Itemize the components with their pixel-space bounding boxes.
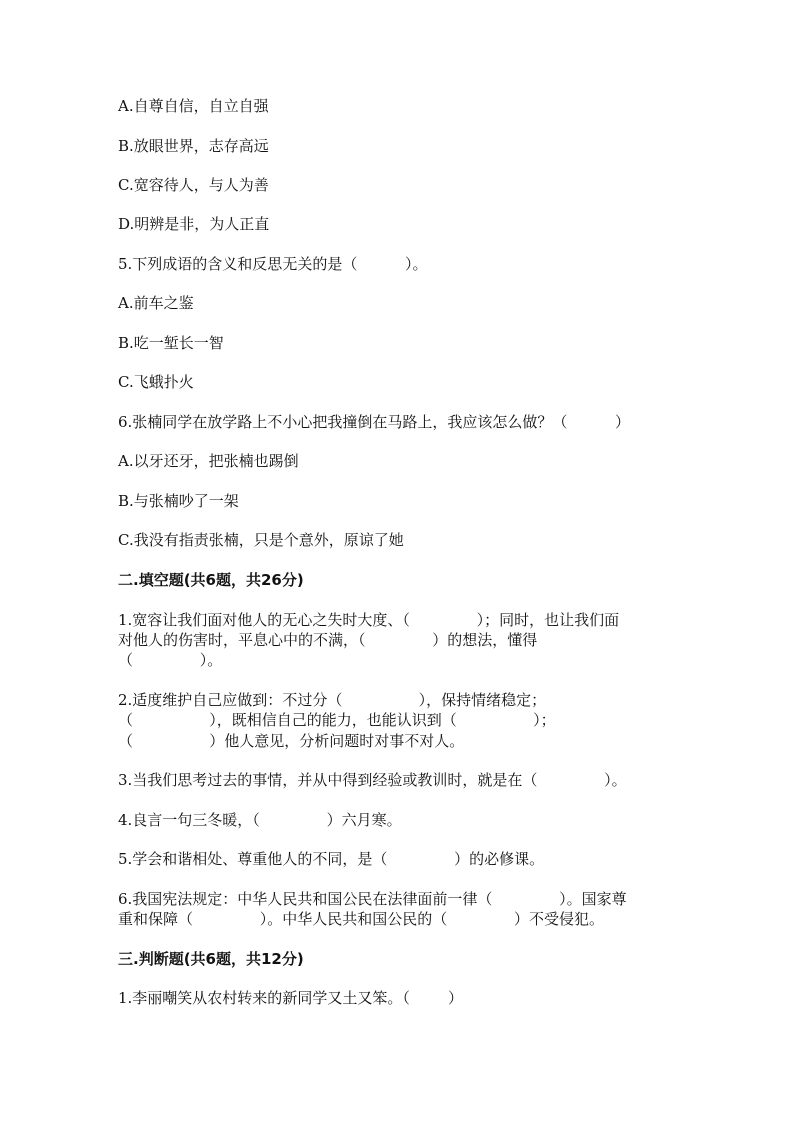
- fill-blank-6-line-1: 6.我国宪法规定：中华人民共和国公民在法律面前一律（ ）。国家尊: [118, 890, 627, 908]
- option-d: D.明辨是非，为人正直: [118, 215, 270, 233]
- fill-blank-1-line-3: （ ）。: [118, 651, 223, 669]
- question-6-stem: 6.张楠同学在放学路上不小心把我撞倒在马路上，我应该怎么做？（ ）: [118, 413, 630, 431]
- option-a: A.以牙还牙，把张楠也踢倒: [118, 452, 299, 470]
- true-false-1: 1.李丽嘲笑从农村转来的新同学又土又笨。（ ）: [118, 989, 463, 1007]
- fill-blank-6-line-2: 重和保障（ ）。中华人民共和国公民的（ ）不受侵犯。: [118, 910, 605, 928]
- question-5-stem: 5.下列成语的含义和反思无关的是（ ）。: [118, 255, 428, 273]
- section-title-true-false: 三.判断题(共6题，共12分): [118, 950, 304, 968]
- option-b: B.吃一堑长一智: [118, 334, 224, 352]
- fill-blank-2-line-2: （ ），既相信自己的能力，也能认识到（ ）；: [118, 711, 556, 729]
- fill-blank-5: 5.学会和谐相处、尊重他人的不同，是（ ）的必修课。: [118, 850, 545, 868]
- fill-blank-3: 3.当我们思考过去的事情，并从中得到经验或教训时，就是在（ ）。: [118, 771, 627, 789]
- option-c: C.我没有指责张楠，只是个意外，原谅了她: [118, 531, 404, 549]
- fill-blank-1-line-2: 对他人的伤害时，平息心中的不满，（ ）的想法，懂得: [118, 631, 538, 649]
- section-title-fill-blank: 二.填空题(共6题，共26分): [118, 571, 304, 589]
- fill-blank-2-line-1: 2.适度维护自己应做到：不过分（ ），保持情绪稳定；: [118, 691, 547, 709]
- option-a: A.前车之鉴: [118, 294, 194, 312]
- fill-blank-1-line-1: 1.宽容让我们面对他人的无心之失时大度、（ ）；同时，也让我们面: [118, 611, 620, 629]
- fill-blank-2-line-3: （ ）他人意见，分析问题时对事不对人。: [118, 732, 465, 750]
- option-b: B.与张楠吵了一架: [118, 492, 239, 510]
- option-a: A.自尊自信，自立自强: [118, 97, 269, 115]
- fill-blank-4: 4.良言一句三冬暖，（ ）六月寒。: [118, 811, 402, 829]
- option-c: C.飞蛾扑火: [118, 373, 194, 391]
- option-b: B.放眼世界，志存高远: [118, 137, 269, 155]
- option-c: C.宽容待人，与人为善: [118, 176, 269, 194]
